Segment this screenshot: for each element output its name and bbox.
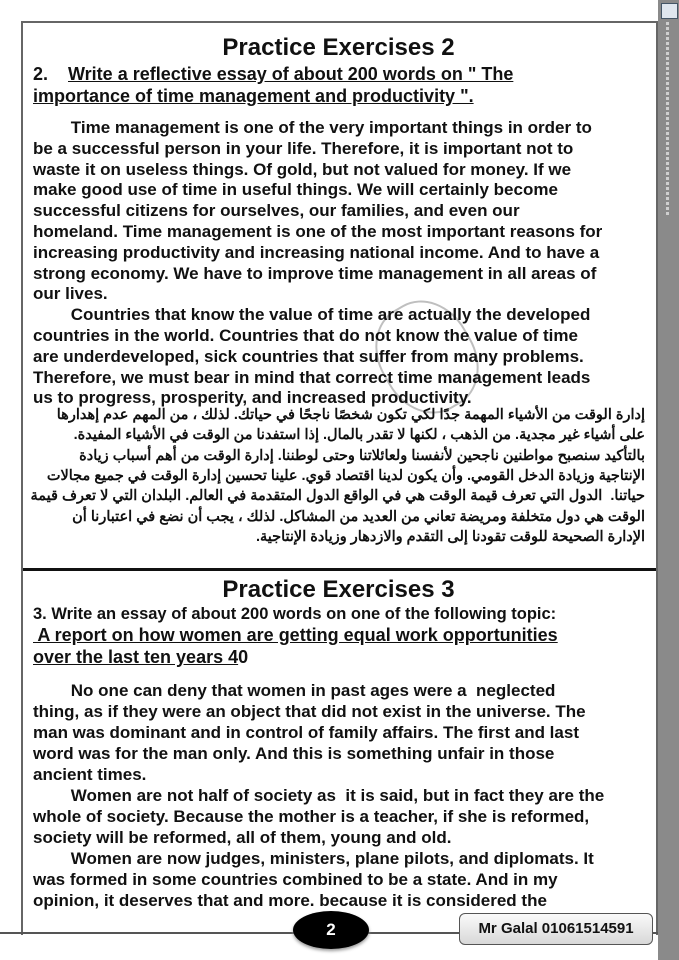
text-line: الإنتاجية وزيادة الدخل القومي. وأن يكون لدينا اقتصاد قوي. علينا تحسين إدارة الوقت في جميع مجالات <box>46 467 645 484</box>
text-line: على أشياء غير مجدية. من الذهب ، لكنها لا تقدر بالمال. إذا استفدنا من الوقت في الأشياء المفيدة. <box>73 427 645 444</box>
text-line: was formed in some countries combined to be a state. And in my <box>33 870 558 889</box>
text-line: man was dominant and in control of family affairs. The first and last <box>33 723 579 742</box>
text-line: countries in the world. Countries that do not know the value of time <box>33 326 578 345</box>
prompt-text: Write a reflective essay of about 200 words on " The <box>68 64 514 84</box>
text-line: successful citizens for ourselves, our families, and even our <box>33 201 520 221</box>
text-line: society will be reformed, all of them, young and old. <box>33 828 452 847</box>
text-line: homeland. Time management is one of the most important reasons for <box>33 222 603 241</box>
text-line: Time management is one of the very important things in order to <box>33 118 592 137</box>
text-line: thing, as if they were an object that did not exist in the universe. The <box>33 702 586 721</box>
text-line: Therefore, we must bear in mind that correct time management leads <box>33 367 591 387</box>
text-line: word was for the man only. And this is something unfair in those <box>33 744 555 763</box>
text-line: strong economy. We have to improve time management in all areas of <box>33 263 597 283</box>
section-divider <box>23 568 656 571</box>
text-line: waste it on useless things. Of gold, but not valued for money. If we <box>33 159 572 179</box>
text-line: إدارة الوقت من الأشياء المهمة جدًا لكي تكون شخصًا ناجحًا في حياتك. لذلك ، من المهم عدم إهدارها <box>56 407 645 423</box>
topic-suffix: 0 <box>238 647 249 667</box>
text-line: Women are now judges, ministers, plane pilots, and diplomats. It <box>33 849 594 868</box>
text-line: بالتأكيد سنصبح مواطنين ناجحين لأنفسنا ولعائلاتنا وحتى لوطننا. إدارة الوقت من أهم أسباب زيادة <box>79 447 645 464</box>
text-line <box>33 64 513 85</box>
section3-prompt: 3. Write an essay of about 200 words on one of the following topic: <box>33 605 557 623</box>
text-line: whole of society. Because the mother is a teacher, if she is reformed, <box>33 807 590 826</box>
text-line: حياتنا. الدول التي تعرف قيمة الوقت هي في الواقع الدول المتقدمة في العالم. البلدان التي لا تعرف قيمة <box>30 488 645 505</box>
section3-title: Practice Exercises 3 <box>222 576 455 603</box>
text-line: ancient times. <box>33 765 147 784</box>
text-line: importance of time management and productivity ". <box>33 86 474 106</box>
text-line: opinion, it deserves that and more. because it is considered the <box>33 891 547 910</box>
author-signature: Mr Galal 01061514591 <box>459 913 653 945</box>
scanner-side-strip <box>658 0 679 960</box>
page-number: 2 <box>293 911 369 949</box>
text-line: الإدارة الصحيحة للوقت تقودنا إلى التقدم والازدهار وزيادة الإنتاجية. <box>255 528 645 545</box>
text-line: our lives. <box>33 284 108 304</box>
text-line: Women are not half of society as it is said, but in fact they are the <box>33 786 605 805</box>
section2-title: Practice Exercises 2 <box>222 34 455 61</box>
text-line: increasing productivity and increasing national income. And to have a <box>33 242 600 262</box>
text-line: make good use of time in useful things. We will certainly become <box>33 180 558 200</box>
text-line: Countries that know the value of time are actually the developed <box>33 305 591 325</box>
text-line: No one can deny that women in past ages were a neglected <box>33 681 556 700</box>
question-number: 2. <box>33 64 69 84</box>
text-line: be a successful person in your life. Therefore, it is important not to <box>33 138 574 158</box>
strip-watermark-text <box>666 22 669 217</box>
text-line: الوقت هي دول متخلفة ومريضة تعاني من العديد من المشاكل. لذلك ، يجب أن نضع في اعتبارنا أن <box>72 508 645 525</box>
text-line: over the last ten years 40 <box>33 647 249 667</box>
app-logo-icon <box>661 3 678 19</box>
text-line: are underdeveloped, sick countries that suffer from many problems. <box>33 346 584 366</box>
text-line: us to progress, prosperity, and increased productivity. <box>33 388 472 408</box>
text-line: A report on how women are getting equal work opportunities <box>33 625 558 645</box>
